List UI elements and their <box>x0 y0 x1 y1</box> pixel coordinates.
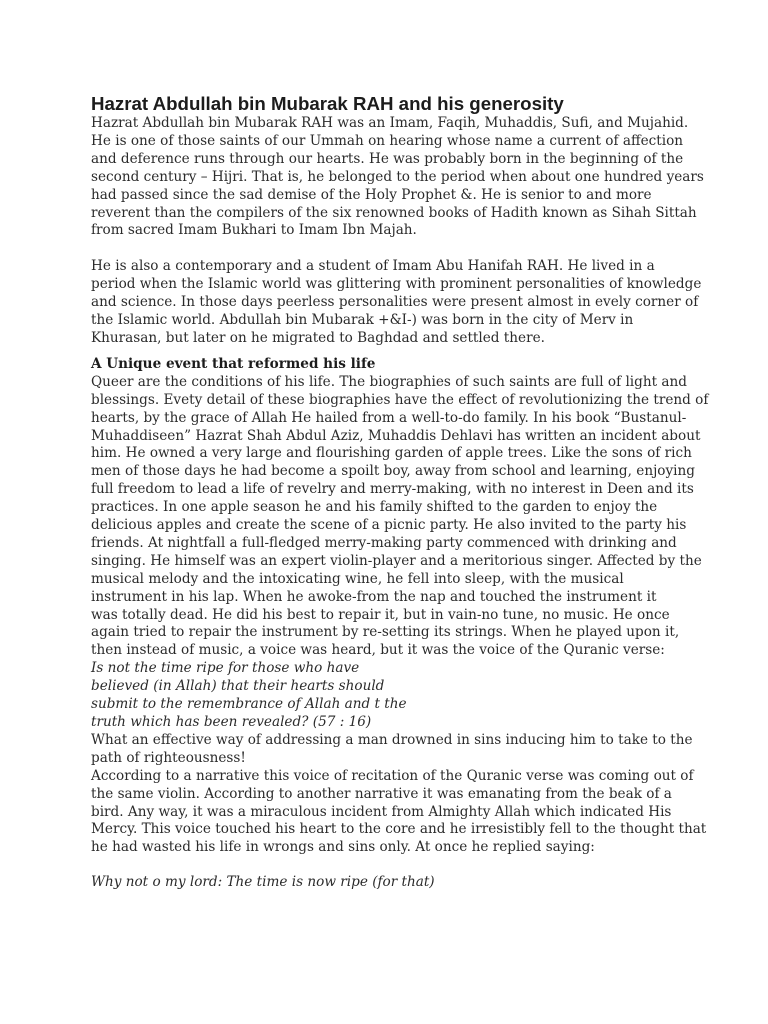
text-line: path of righteousness! <box>91 749 246 766</box>
text-line: Muhaddiseen” Hazrat Shah Abdul Aziz, Muhaddis Dehlavi has written an incident about <box>91 427 701 444</box>
text-line: practices. In one apple season he and his family shifted to the garden to enjoy the <box>91 499 658 516</box>
text-line: What an effective way of addressing a man drowned in sins inducing him to take to the <box>91 731 693 748</box>
text-line: musical melody and the intoxicating wine, he fell into sleep, with the musical <box>91 570 624 587</box>
paragraph-spacer <box>91 240 691 258</box>
quranic-verse <box>91 660 691 732</box>
text-line: he had wasted his life in wrongs and sins only. At once he replied saying: <box>91 839 595 856</box>
verse-line: submit to the remembrance of Allah and t the <box>91 696 407 713</box>
text-line: full freedom to lead a life of revelry and merry-making, with no interest in Deen and its <box>91 481 694 498</box>
text-line: from sacred Imam Bukhari to Imam Ibn Majah. <box>91 222 417 239</box>
text-line: blessings. Evety detail of these biographies have the effect of revolutionizing the trend of <box>91 391 709 408</box>
text-line: him. He owned a very large and flourishing garden of apple trees. Like the sons of rich <box>91 445 692 462</box>
text-line: second century – Hijri. That is, he belonged to the period when about one hundred years <box>91 168 704 185</box>
text-line: Hazrat Abdullah bin Mubarak RAH was an Imam, Faqih, Muhaddis, Sufi, and Mujahid. <box>91 115 689 131</box>
text-line: delicious apples and create the scene of a picnic party. He also invited to the party his <box>91 517 687 534</box>
text-line: instrument in his lap. When he awoke-from the nap and touched the instrument it <box>91 588 657 605</box>
paragraph-narrative <box>91 767 707 858</box>
text-line: hearts, by the grace of Allah He hailed from a well-to-do family. In his book “Bustanul- <box>91 409 687 426</box>
text-line: men of those days he had become a spoilt boy, away from school and learning, enjoying <box>91 463 695 480</box>
verse-line: truth which has been revealed? (57 : 16) <box>91 714 372 730</box>
text-line: Queer are the conditions of his life. The biographies of such saints are full of light and <box>91 373 687 390</box>
text-line: and science. In those days peerless personalities were present almost in evely corner of <box>91 294 699 311</box>
text-line: had passed since the sad demise of the Holy Prophet &. He is senior to and more <box>91 186 652 203</box>
text-line: He is one of those saints of our Ummah on hearing whose name a current of affection <box>91 132 684 149</box>
text-line: bird. Any way, it was a miraculous incident from Almighty Allah which indicated His <box>91 803 672 820</box>
paragraph-effect <box>91 732 691 768</box>
verse-line: believed (in Allah) that their hearts should <box>91 678 385 695</box>
paragraph-contemporary <box>91 258 702 348</box>
paragraph-intro <box>91 115 704 240</box>
verse-line: Is not the time ripe for those who have <box>91 660 360 677</box>
text-line: friends. At nightfall a full-fledged merry-making party commenced with drinking and <box>91 534 677 551</box>
text-line: and deference runs through our hearts. He was probably born in the beginning of the <box>91 150 684 167</box>
text-line: Mercy. This voice touched his heart to the core and he irresistibly fell to the thought that <box>91 821 707 838</box>
paragraph-spacer <box>91 857 691 874</box>
document-page <box>91 93 709 892</box>
paragraph-event <box>91 373 709 661</box>
text-line: the Islamic world. Abdullah bin Mubarak +&I-) was born in the city of Merv in <box>91 312 634 329</box>
text-line: Khurasan, but later on he migrated to Baghdad and settled there. <box>91 329 545 346</box>
section-heading: A Unique event that reformed his life <box>91 355 376 372</box>
text-line: again tried to repair the instrument by re-setting its strings. When he played upon it, <box>91 624 680 641</box>
article-title: Hazrat Abdullah bin Mubarak RAH and his generosity <box>91 93 564 114</box>
closing-reply: Why not o my lord: The time is now ripe (for that) <box>91 874 435 891</box>
text-line: reverent than the compilers of the six renowned books of Hadith known as Sihah Sittah <box>91 204 697 221</box>
text-line: According to a narrative this voice of recitation of the Quranic verse was coming out of <box>91 767 694 784</box>
text-line: then instead of music, a voice was heard, but it was the voice of the Quranic verse: <box>91 642 665 659</box>
text-line: the same violin. According to another narrative it was emanating from the beak of a <box>91 785 672 802</box>
text-line: period when the Islamic world was glittering with prominent personalities of knowledge <box>91 276 702 293</box>
text-line: was totally dead. He did his best to repair it, but in vain-no tune, no music. He once <box>91 606 670 623</box>
text-line: He is also a contemporary and a student of Imam Abu Hanifah RAH. He lived in a <box>91 258 655 275</box>
text-line: singing. He himself was an expert violin-player and a meritorious singer. Affected by the <box>91 552 702 569</box>
